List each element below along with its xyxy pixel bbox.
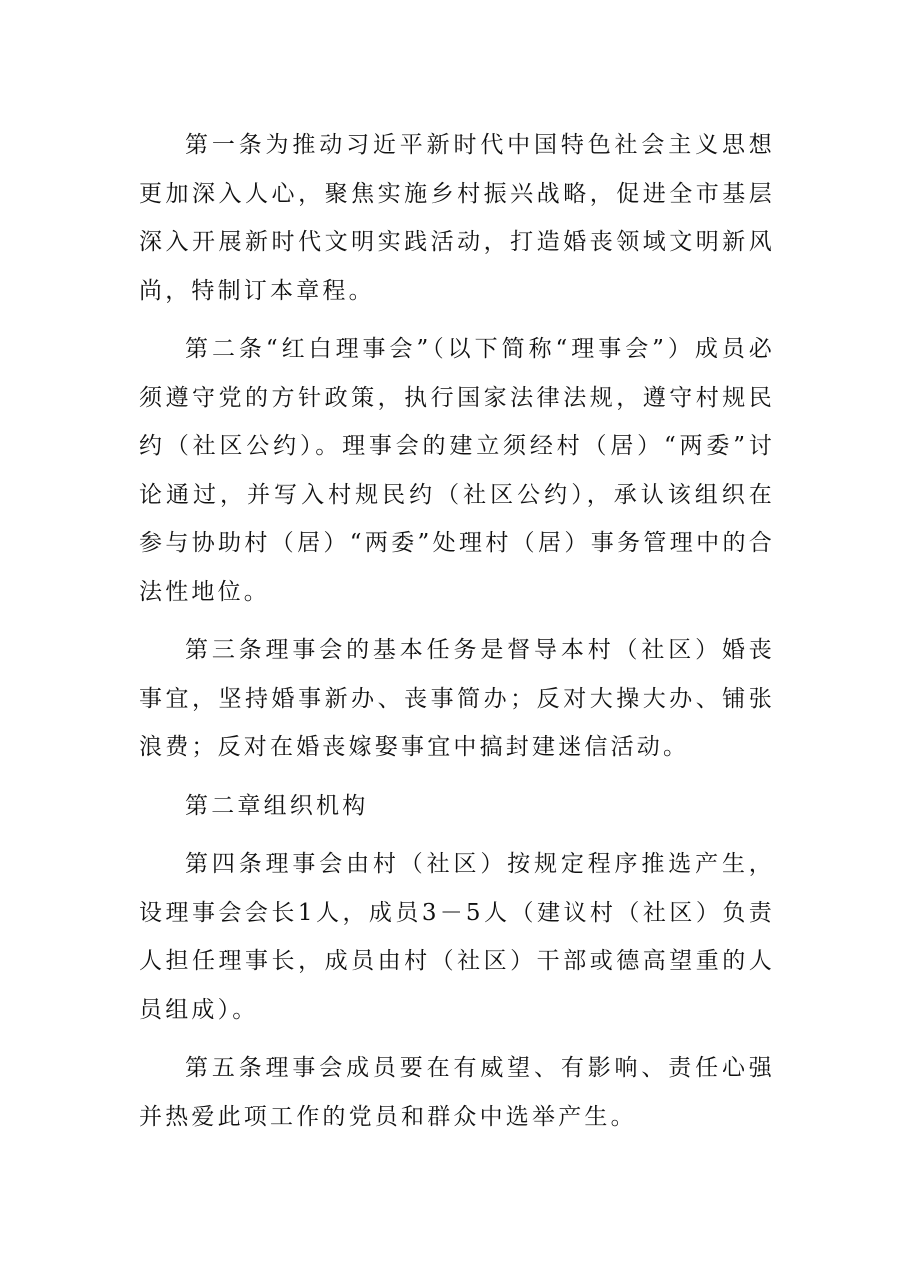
document-body: [139, 121, 775, 1151]
chapter-2-heading: 第二章组织机构: [185, 792, 369, 819]
article-4-paragraph: 第四条理事会由村（社区）按规定程序推选产生，设理事会会长1人，成员3－5人（建议村（社区）负责人担任理事长，成员由村（社区）干部或德高望重的人员组成）。: [139, 851, 775, 1023]
article-1-paragraph: 第一条为推动习近平新时代中国特色社会主义思想更加深入人心，聚焦实施乡村振兴战略，促进全市基层深入开展新时代文明实践活动，打造婚丧领域文明新风尚，特制订本章程。: [139, 132, 775, 304]
article-5-paragraph: 第五条理事会成员要在有威望、有影响、责任心强并热爱此项工作的党员和群众中选举产生。: [139, 1055, 775, 1130]
article-2-paragraph: 第二条“红白理事会”（以下简称“理事会”）成员必须遵守党的方针政策，执行国家法律法规，遵守村规民约（社区公约）。理事会的建立须经村（居）“两委”讨论通过，并写入村规民约（社区公约），承认该组织在参与协助村（居）“两委”处理村（居）事务管理中的合法性地位。: [139, 336, 775, 605]
article-3-paragraph: 第三条理事会的基本任务是督导本村（社区）婚丧事宜，坚持婚事新办、丧事简办；反对大操大办、铺张浪费；反对在婚丧嫁娶事宜中搞封建迷信活动。: [139, 637, 775, 760]
